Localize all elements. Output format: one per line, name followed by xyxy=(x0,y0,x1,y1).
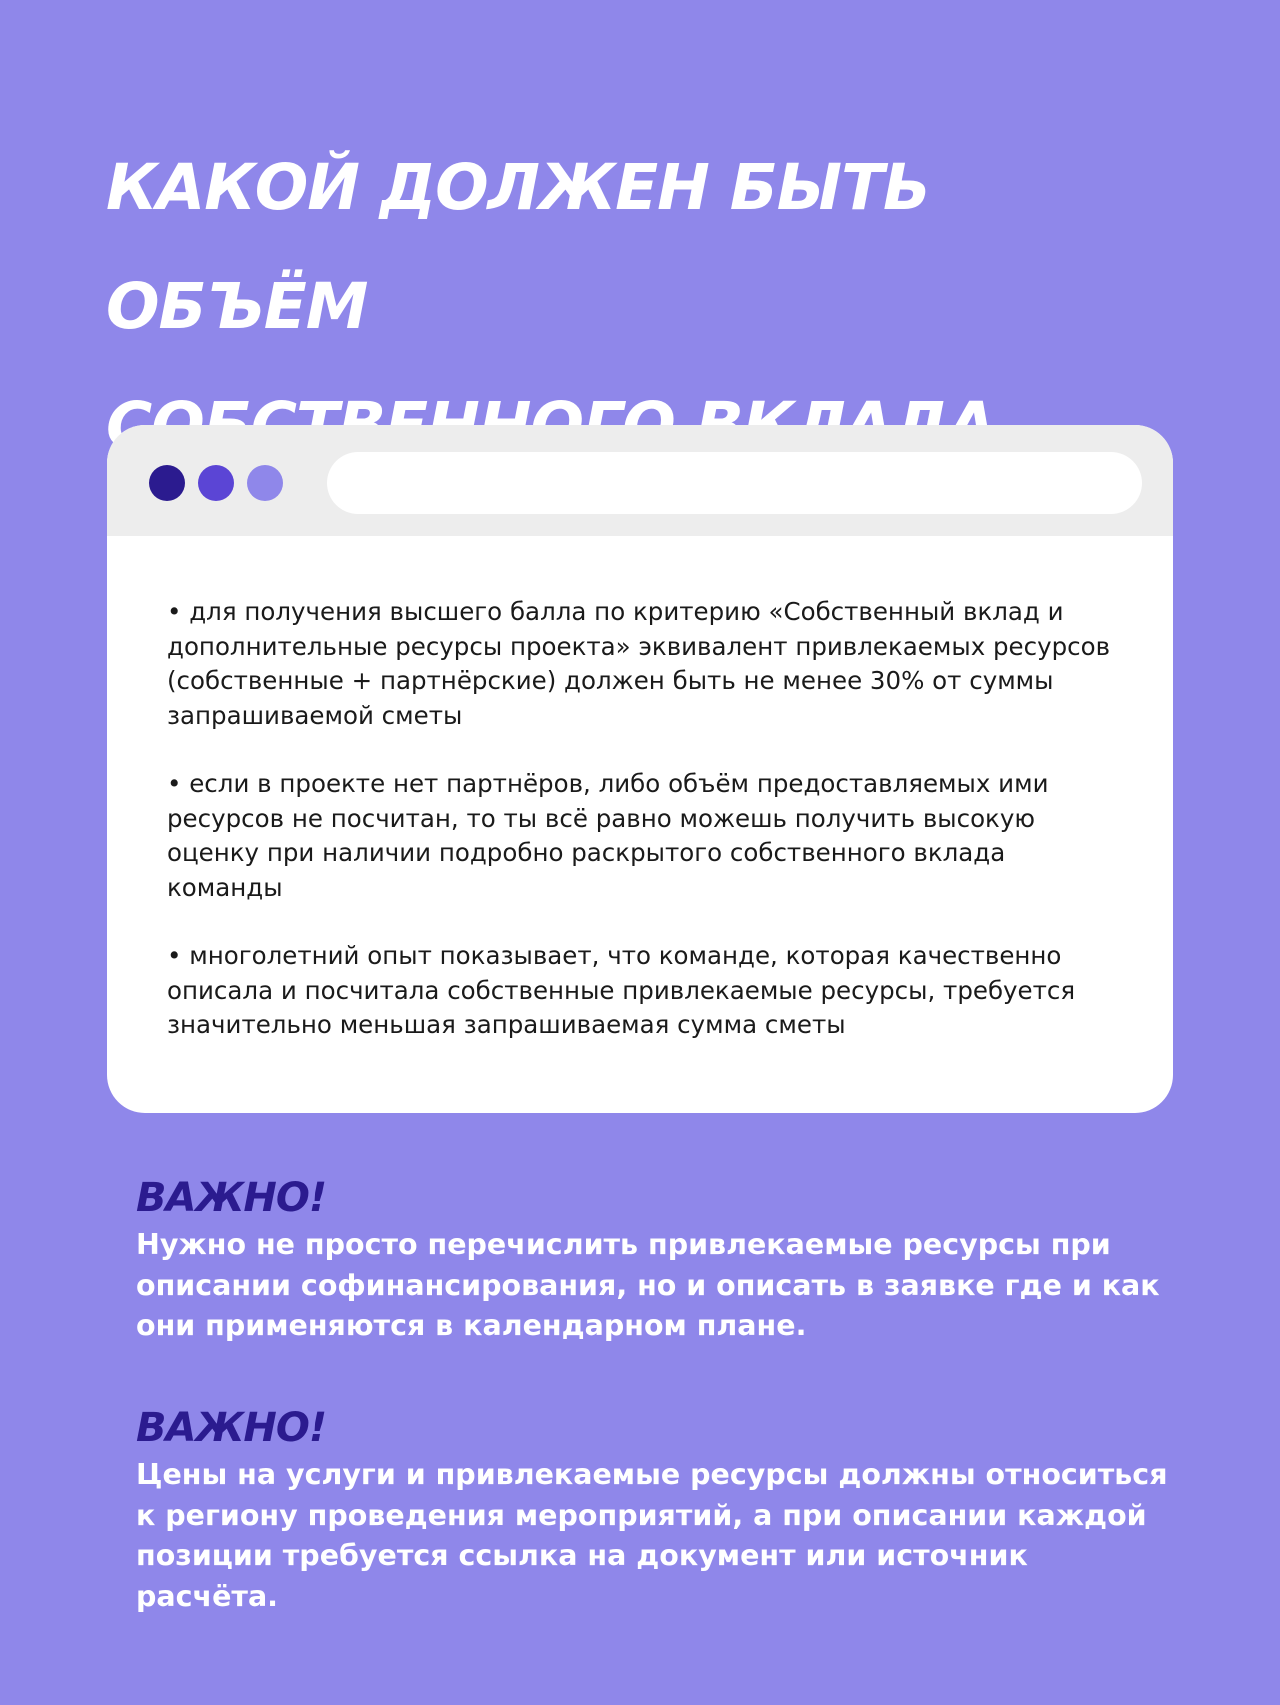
important-note-text: Цены на услуги и привлекаемые ресурсы должны относиться к региону проведения мероприятий, а при описании каждой позиции требуется ссылка на документ или источник расчёта. xyxy=(136,1458,1168,1613)
bullet-item: • для получения высшего балла по критерию «Собственный вклад и дополнительные ресурсы проекта» эквивалент привлекаемых ресурсов (собственные + партнёрские) должен быть не менее 30% от суммы запрашиваемой сметы xyxy=(167,597,1111,730)
window-content xyxy=(167,595,1127,1077)
important-note-heading: ВАЖНО! xyxy=(136,1175,327,1221)
bullet-item: • многолетний опыт показывает, что команде, которая качественно описала и посчитала собственные привлекаемые ресурсы, требуется значительно меньшая запрашиваемая сумма сметы xyxy=(167,941,1076,1039)
important-note xyxy=(136,1173,1176,1347)
window-title-bar xyxy=(107,425,1173,536)
page-title-line-1: КАКОЙ ДОЛЖЕН БЫТЬ ОБЪЁМ xyxy=(106,151,931,343)
browser-window-card xyxy=(107,425,1173,1113)
important-note-heading: ВАЖНО! xyxy=(136,1405,327,1451)
window-dot-light-icon xyxy=(247,465,283,501)
important-note-text: Нужно не просто перечислить привлекаемые ресурсы при описании софинансирования, но и описать в заявке где и как они применяются в календарном плане. xyxy=(136,1228,1160,1342)
window-dot-dark-icon xyxy=(149,465,185,501)
important-note xyxy=(136,1403,1176,1617)
window-dot-medium-icon xyxy=(198,465,234,501)
address-bar xyxy=(327,452,1142,514)
bullet-item: • если в проекте нет партнёров, либо объём предоставляемых ими ресурсов не посчитан, то ты всё равно можешь получить высокую оценку при наличии подробно раскрытого собственного вклада команды xyxy=(167,769,1049,902)
